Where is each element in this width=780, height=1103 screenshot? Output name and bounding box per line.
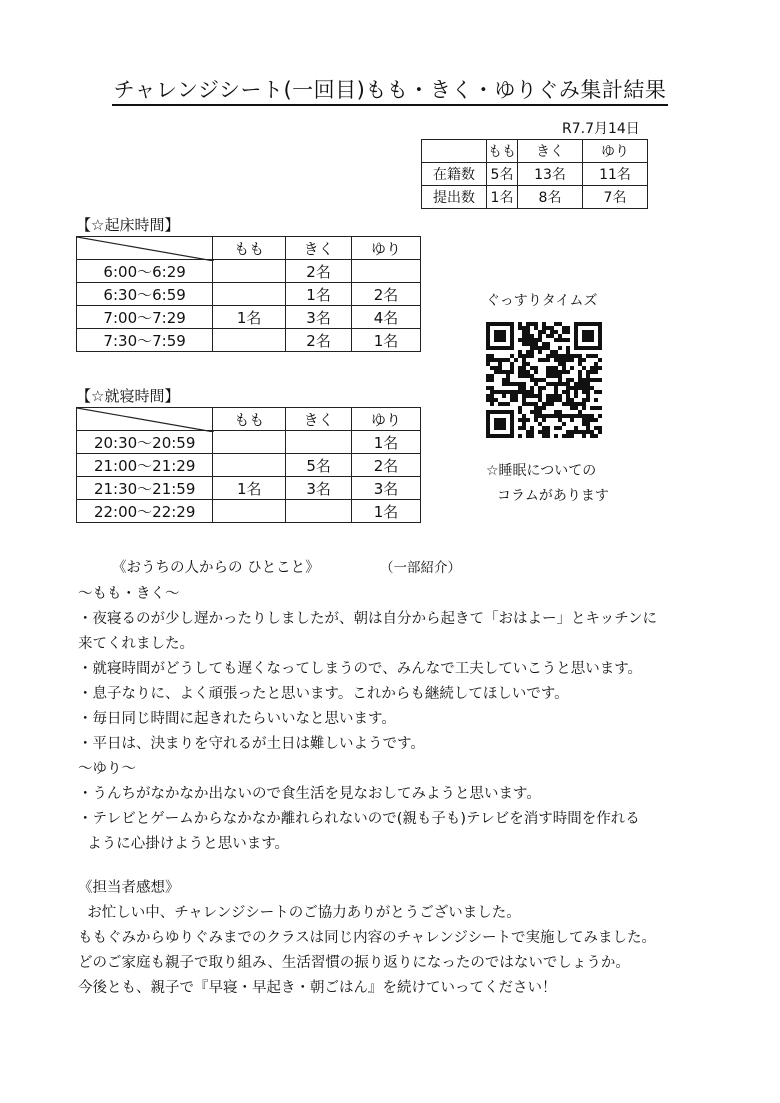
staff-line: お忙しい中、チャレンジシートのご協力ありがとうございました。: [78, 905, 521, 921]
bed-cell: [286, 431, 352, 454]
bed-cell: [286, 500, 352, 523]
staff-line: 今後とも、親子で『早寝・早起き・朝ごはん』を続けていってください！: [78, 980, 557, 996]
wake-time: 6:00〜6:29: [77, 260, 213, 283]
comment-line: ・平日は、決まりを守れるが土日は難しいようです。: [78, 736, 425, 752]
bed-cell: [213, 454, 286, 477]
bed-time: 21:30〜21:59: [77, 477, 213, 500]
summary-corner: [422, 140, 487, 163]
qr-label: ぐっすりタイムズ: [486, 293, 598, 309]
wake-time: 6:30〜6:59: [77, 283, 213, 306]
bed-table: [76, 407, 421, 523]
bed-heading: 【☆就寝時間】: [76, 387, 180, 405]
wake-table: [76, 236, 421, 352]
summary-cell: 5名: [487, 163, 518, 186]
comment-line: 来てくれました。: [78, 636, 194, 652]
bed-time: 22:00〜22:29: [77, 500, 213, 523]
group-label: 〜もも・きく〜: [78, 586, 180, 602]
bed-header: もも: [213, 408, 286, 431]
wake-header: きく: [286, 237, 352, 260]
wake-cell: 2名: [286, 329, 352, 352]
bed-cell: [213, 431, 286, 454]
bed-corner: [77, 408, 213, 431]
wake-cell: 1名: [352, 329, 421, 352]
wake-time: 7:30〜7:59: [77, 329, 213, 352]
comment-line: ・うんちがなかなか出ないので食生活を見なおしてみようと思います。: [78, 786, 541, 802]
wake-cell: 3名: [286, 306, 352, 329]
bed-header: きく: [286, 408, 352, 431]
wake-cell: [213, 283, 286, 306]
qr-note-line1: ☆睡眠についての: [486, 463, 597, 479]
date: R7.7月14日: [562, 121, 640, 137]
bed-header: ゆり: [352, 408, 421, 431]
comments-sub: （一部紹介）: [380, 560, 461, 576]
bed-cell: 1名: [213, 477, 286, 500]
wake-cell: 2名: [286, 260, 352, 283]
wake-header: ゆり: [352, 237, 421, 260]
summary-row-label: 在籍数: [422, 163, 487, 186]
summary-cell: 7名: [583, 186, 648, 209]
comment-line: ・就寝時間がどうしても遅くなってしまうので、みんなで工夫していこうと思います。: [78, 661, 643, 677]
page-title: チャレンジシート(一回目)もも・きく・ゆりぐみ集計結果: [0, 74, 780, 104]
bed-cell: 1名: [352, 431, 421, 454]
qr-note-line2: コラムがあります: [497, 488, 609, 504]
wake-time: 7:00〜7:29: [77, 306, 213, 329]
bed-time: 20:30〜20:59: [77, 431, 213, 454]
staff-line: どのご家庭も親子で取り組み、生活習慣の振り返りになったのではないでしょうか。: [78, 955, 630, 971]
summary-table: [421, 139, 648, 209]
wake-header: もも: [213, 237, 286, 260]
bed-cell: 1名: [352, 500, 421, 523]
bed-time: 21:00〜21:29: [77, 454, 213, 477]
comment-line: ・テレビとゲームからなかなか離れられないので(親も子も)テレビを消す時間を作れる: [78, 811, 640, 827]
staff-line: ももぐみからゆりぐみまでのクラスは同じ内容のチャレンジシートで実施してみました。: [78, 930, 657, 946]
summary-header: きく: [518, 140, 583, 163]
summary-header: もも: [487, 140, 518, 163]
summary-cell: 13名: [518, 163, 583, 186]
bed-cell: 2名: [352, 454, 421, 477]
qr-code-icon[interactable]: [486, 322, 602, 438]
comments-heading: 《おうちの人からの ひとこと》: [112, 560, 320, 576]
bed-cell: [213, 500, 286, 523]
wake-cell: 1名: [213, 306, 286, 329]
wake-corner: [77, 237, 213, 260]
comment-line: ように心掛けようと思います。: [78, 836, 290, 852]
staff-heading: 《担当者感想》: [78, 880, 180, 896]
bed-cell: 3名: [352, 477, 421, 500]
summary-cell: 8名: [518, 186, 583, 209]
wake-heading: 【☆起床時間】: [76, 216, 180, 234]
summary-cell: 1名: [487, 186, 518, 209]
wake-cell: 4名: [352, 306, 421, 329]
summary-header: ゆり: [583, 140, 648, 163]
wake-cell: [352, 260, 421, 283]
wake-cell: 1名: [286, 283, 352, 306]
wake-cell: 2名: [352, 283, 421, 306]
summary-row-label: 提出数: [422, 186, 487, 209]
bed-cell: 5名: [286, 454, 352, 477]
group-label: 〜ゆり〜: [78, 761, 136, 777]
comment-line: ・夜寝るのが少し遅かったりしましたが、朝は自分から起きて「おはよー」とキッチンに: [78, 611, 657, 627]
summary-cell: 11名: [583, 163, 648, 186]
diagonal-line: [77, 408, 214, 432]
comment-line: ・息子なりに、よく頑張ったと思います。これからも継続してほしいです。: [78, 686, 569, 702]
comment-line: ・毎日同じ時間に起きれたらいいなと思います。: [78, 711, 396, 727]
bed-cell: 3名: [286, 477, 352, 500]
wake-cell: [213, 260, 286, 283]
wake-cell: [213, 329, 286, 352]
diagonal-line: [77, 237, 214, 261]
